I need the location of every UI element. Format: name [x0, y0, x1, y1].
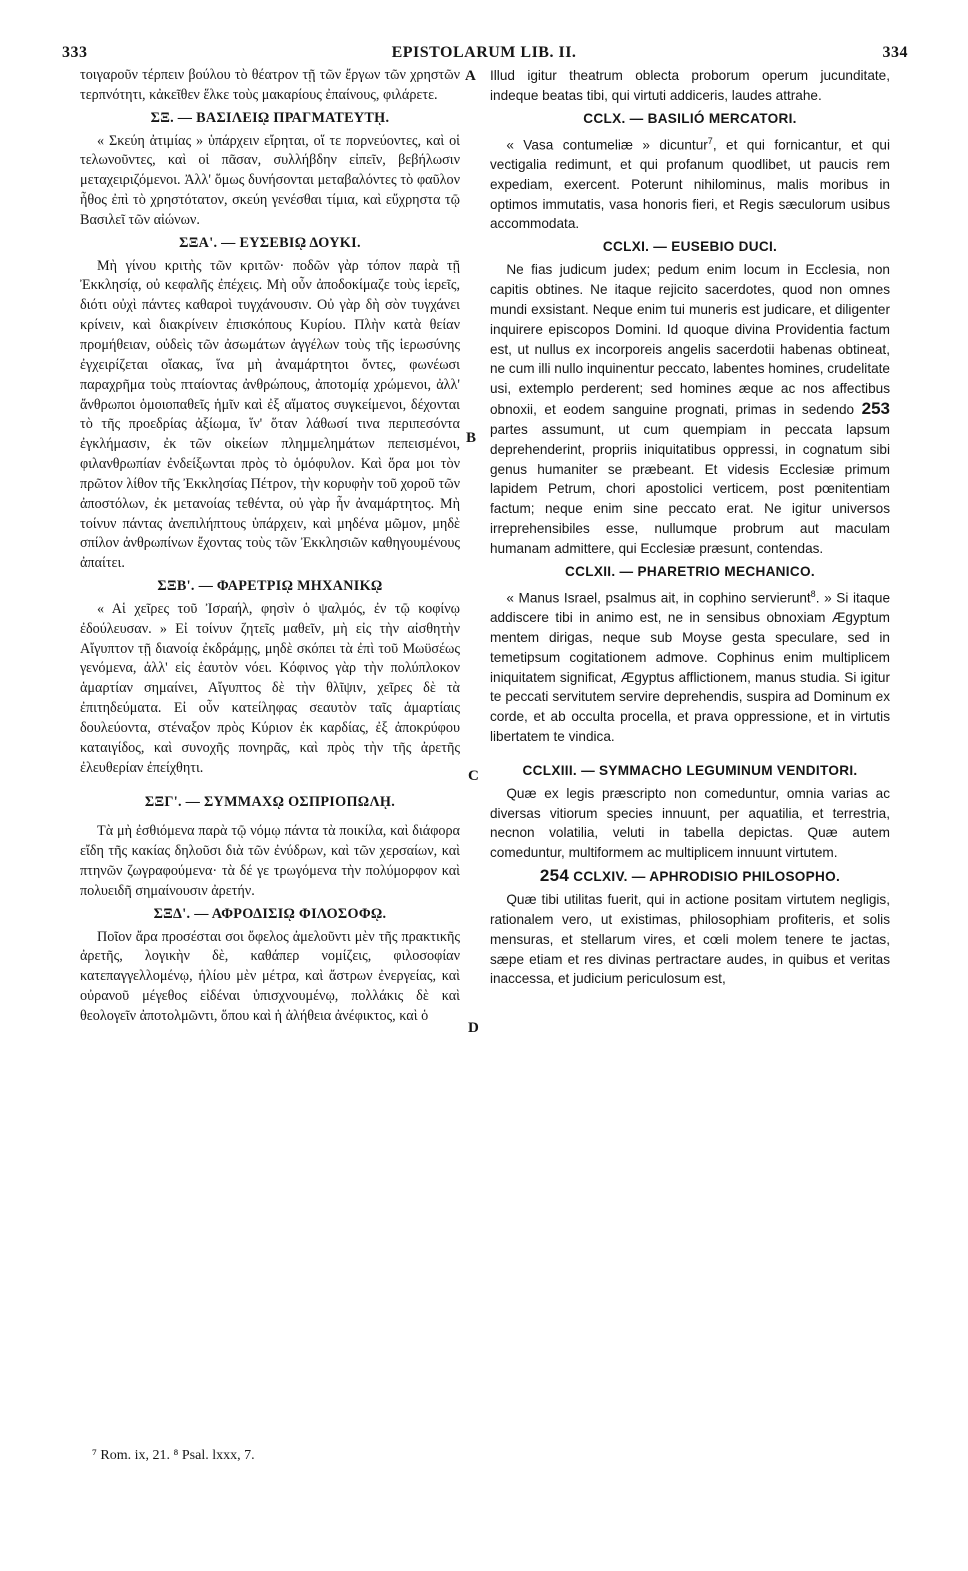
latin-letter-text-261 — [490, 260, 890, 559]
latin-letter-text-263: Quæ ex legis præscripto non comeduntur, omnia varias ac diversas vitiorum species innuunt, per aquatilia, et terrestria, necnon volatilia, veluti in tabella depictas. Quæ autem comeduntur, multiformem ac multiplicem innuunt virtutem. — [490, 785, 890, 861]
latin-letter-text-264: Quæ tibi utilitas fuerit, qui in actione positam virtutem negligis, rationalem vero, ut existimas, philosophiam profiteris, et solis mensuras, et stellarum vires, et cœli molem tenere te jactas, sæpe etiam et res divinas pertractare audes, in quibus et veritas inaccessa, et judicium periculosum est, — [490, 891, 890, 987]
migne-page-number-254: 254 — [539, 866, 570, 886]
footnote-ref-8: 8 — [810, 588, 816, 599]
greek-letter-title-263: ΣΞΓ'. — ΣΥΜΜΑΧῼ ΟΣΠΡΙΟΠΩΛῌ. — [144, 793, 396, 810]
footnotes: ⁷ Rom. ix, 21. ⁸ Psal. lxxx, 7. — [92, 1448, 255, 1463]
latin-text-260-b: , et qui fornicantur, et qui vectigalia redimunt, et qui profanum quodlibet, ut paucis rem expediam, exercent. Poterunt nihilominus, malis moribus in optimos immutatis, vasa honoris fieri, et Regis sæculorum usibus accommodata. — [490, 137, 890, 232]
greek-letter-text-264: Ποῖον ἄρα προσέσται σοι ὄφελος ἀμελοῦντι μὲν τῆς πρακτικῆς ἀρετῆς, λογικὴν δὲ, καθάπερ νομίζεις, φιλοσοφίαν κατεπαγγελλομένῳ, ἡλίου μὲν μέτρα, καὶ ἄστρων ἐνεργείας, καὶ οὐρανοῦ μέγεθος εἰδέναι ὑπισχνουμένῳ, πολλάκις δὲ καὶ θεολογεῖν ἀποτολμῶντι, ὅπου καὶ ἡ ἀλήθεια ἀνέφικτος, καὶ ὁ — [80, 928, 460, 1024]
latin-text-260-a: « Vasa contumeliæ » dicuntur — [506, 137, 708, 153]
page-number-left: 333 — [62, 44, 88, 61]
greek-letter-text-263: Τὰ μὴ ἐσθιόμενα παρὰ τῷ νόμῳ πάντα τὰ ποικίλα, καὶ διάφορα εἴδη τῆς κακίας δηλοῦσι διὰ τῶν ἐνύδρων, καὶ τῶν χερσαίων, καὶ πτηνῶν ζωγραφούμενα· τὰ δέ γε τρωγόμενα τὴν πολύμορφον καὶ πολυειδῆ σημαίνουσιν ἀρετήν. — [80, 823, 460, 899]
greek-letter-title-261: ΣΞΑ'. — ΕΥΣΕΒΙῼ ΔΟΥΚΙ. — [179, 234, 361, 251]
margin-marker-a: A — [465, 68, 476, 84]
latin-letter-title-262: CCLXII. — PHARETRIO MECHANICO. — [565, 563, 815, 579]
latin-text-261-b: partes assumunt, ut cum quempiam in peccata lapsum deprehenderint, propriis iniquitatibus oppressi, in cognatum sibi genus humaniter se præbeant. Et videsis Ecclesiæ primum lapidem Petrum, chori apostolici verticem, post pœnitentiam factum; neque enim sine peccato erat. Ne igitur universos irreprehensibiles esse, nullumque probrum aut maculam humanam admittere, qui Ecclesiæ præsunt, contendas. — [490, 421, 890, 556]
latin-letter-title-261: CCLXI. — EUSEBIO DUCI. — [602, 239, 778, 255]
page-number-right: 334 — [882, 44, 908, 61]
latin-text-262-a: « Manus Israel, psalmus ait, in cophino servierunt — [506, 590, 811, 606]
latin-text-261-a: Ne fias judicum judex; pedum enim locum in Ecclesia, non capitis obtines. Ne itaque rejicito sacerdotes, quod non omnes mundi exsistant. Neque enim tui muneris est judicare, et diligenter inquirere episcopos Domini. Id quoque divina Providentia factum est, ut nullus ex incorporeis angelis sacerdotii habenas obtineat, ne cum illi nullo inquinentur peccato, labentes homines, crudelitate usi, extemplo perderent; sed homines æque ac nos affectibus obnoxii, et eodem sanguine prognati, primas in sedendo — [490, 262, 890, 418]
latin-letter-title-260: CCLX. — BASILIÓ MERCATORI. — [583, 110, 797, 126]
latin-text-262-b: . » Si itaque addiscere tibi in animo est, ne in sensibus obnoxiam Ægyptum mentem dirigas, neque sub Moyse gesta speculare, sed in temetipsum cogitationem admove. Cophinus enim multiplicem iniquitatem significat, Ægyptus afflictionem, manus studia. Si igitur te peccati servitutem servire deprehendis, suspira ad Dominum ex corde, et ab occulta procella, et prava oppressione, et in virtutis libertatem te vindica. — [490, 590, 891, 745]
latin-intro: Illud igitur theatrum oblecta proborum operum jucunditate, indeque beatas tibi, qui virtuti addiceris, laudes attrahe. — [490, 68, 890, 103]
greek-intro: τοιγαροῦν τέρπειν βούλου τὸ θέατρον τῇ τῶν ἔργων τῶν χρηστῶν τερπνότητι, κἀκεῖθεν ἕλκε τοὺς μακαρίους ἐπαίνους, φιλάρετε. — [80, 67, 460, 103]
latin-letter-text-260 — [490, 132, 890, 235]
migne-page-number-253: 253 — [861, 399, 890, 419]
greek-letter-title-264: ΣΞΔ'. — ΑΦΡΟΔΙΣΙῼ ΦΙΛΟΣΟΦῼ. — [153, 905, 387, 922]
greek-column — [80, 66, 460, 1027]
margin-marker-d: D — [468, 1020, 479, 1036]
running-title: EPISTOLARUM LIB. II. — [391, 44, 577, 61]
greek-letter-text-262: « Αἱ χεῖρες τοῦ Ἰσραήλ, φησὶν ὁ ψαλμός, ἐν τῷ κοφίνῳ ἐδούλευσαν. » Εἰ τοίνυν ζητεῖς μαθεῖν, μὴ εἰς τὴν αἰσθητὴν Αἴγυπτον τῇ διανοίᾳ ἐκδράμῃς, μηδὲ σκόπει τὰ ἐπὶ τοῦ Μωϋσέως γενόμενα, ἀλλ' εἰς ἑαυτὸν νόει. Κόφινος γὰρ τὴν πολύπλοκον ἁμαρτίαν σημαίνει, Αἴγυπτος δὲ τὴν θλῖψιν, χεῖρες δὲ τὰ ἐπιτηδεύματα. Εἰ οὖν κατείληφας σεαυτὸν ταῖς ἁμαρτίαις δουλεύοντα, στέναξον πρὸς Κύριον ἐκ καρδίας, ἐξ ἀποκρύφου καταιγίδος, καὶ συνοχῆς πονηρᾶς, καὶ πρὸς τὴν τῆς ἀρετῆς ἐλευθερίαν ἐπείχθητι. — [80, 600, 460, 776]
latin-letter-text-262 — [490, 585, 890, 747]
margin-marker-b: B — [466, 430, 477, 446]
greek-letter-text-261: Μὴ γίνου κριτὴς τῶν κριτῶν· ποδῶν γὰρ τόπον παρὰ τῇ Ἐκκλησίᾳ, οὐ κεφαλῆς ἐπέχεις. Μὴ οὖν ἀποδοκίμαζε τοὺς ἱερεῖς, διότι οὐχὶ πάντες καθαροὶ τυγχάνουσιν. Οὐ γὰρ δὴ σὸν τυγχάνει κρίνειν, καὶ διακρίνειν ἐπισκόπους Κυρίου. Πλὴν κατὰ θείαν προμήθειαν, οὐδεὶς τῶν ἀσωμάτων ἀγγέλων τοὺς τῆς ἱερωσύνης ἐγχειρίζεται οἴακας, ἵνα μὴ ἀναμάρτητοι ὄντες, φωνέωσι παραχρῆμα τοὺς πταίοντας ἀνθρώπους, ἀποτομίᾳ χρώμενοι, ἀλλ' ἄνθρωποι ὁμοιοπαθεῖς ἡμῖν καὶ ἐξ αἵματος συγκείμενοι, δέχονται τὸ τῆς προεδρίας ἀξίωμα, ἵν' ὅταν λάθωσί τινα περιπεσόντα ἐγκλήμασιν, ἐκ τῶν οἰκείων πλημμελημάτων πεπεισμένοι, φιλανθρωπίαν ἐνδείξωνται πρὸς τὸ ὁμόφυλον. Καὶ ὅρα μοι τὸν πρῶτον λίθον τῆς Ἐκκλησίας Πέτρον, τὴν κορυφὴν τοῦ χοροῦ τῶν ἀποστόλων, ἐκ μετανοίας τεθέντα, οὐ γὰρ ἦν ἀναμάρτητος. Μὴ τοίνυν πάντας ἀνεπιλήπτους ὑπάρχειν, καὶ μηδένα μῶμον, μηδὲ σπίλον ἀνθρωπίνων ἔχοντας τοὺς τῶν Ἐκκλησιῶν καθηγουμένους ἀπαίτει. — [80, 257, 460, 572]
running-header — [60, 44, 908, 66]
margin-marker-c: C — [468, 768, 479, 784]
footnote-ref-7: 7 — [707, 135, 713, 146]
latin-column — [490, 66, 890, 989]
latin-letter-title-264-text: CCLXIV. — APHRODISIO PHILOSOPHO. — [573, 869, 841, 885]
greek-letter-title-262: ΣΞΒ'. — ΦΑΡΕΤΡΙῼ ΜΗΧΑΝΙΚῼ — [157, 578, 383, 595]
greek-letter-title-260: ΣΞ. — ΒΑΣΙΛΕΙῼ ΠΡΑΓΜΑΤΕΥΤῌ. — [150, 109, 390, 126]
latin-letter-title-264 — [490, 866, 890, 887]
greek-letter-text-260: « Σκεύη ἀτιμίας » ὑπάρχειν εἴρηται, οἵ τε πορνεύοντες, καὶ οἱ τελωνοῦντες, καὶ οἱ πᾶσαν, συλλήβδην εἰπεῖν, βεβήλωσιν μεταχειριζόμενοι. Ἀλλ' ὅμως δυνήσονται μεταβαλόντες τὸ φαῦλον ἦθος ἐπὶ τὸ χρηστότατον, σκεύη γενέσθαι τίμια, καὶ εὔχρηστα τῷ Βασιλεῖ τῶν αἰώνων. — [80, 132, 460, 228]
latin-letter-title-263: CCLXIII. — SYMMACHO LEGUMINUM VENDITORI. — [522, 762, 858, 778]
